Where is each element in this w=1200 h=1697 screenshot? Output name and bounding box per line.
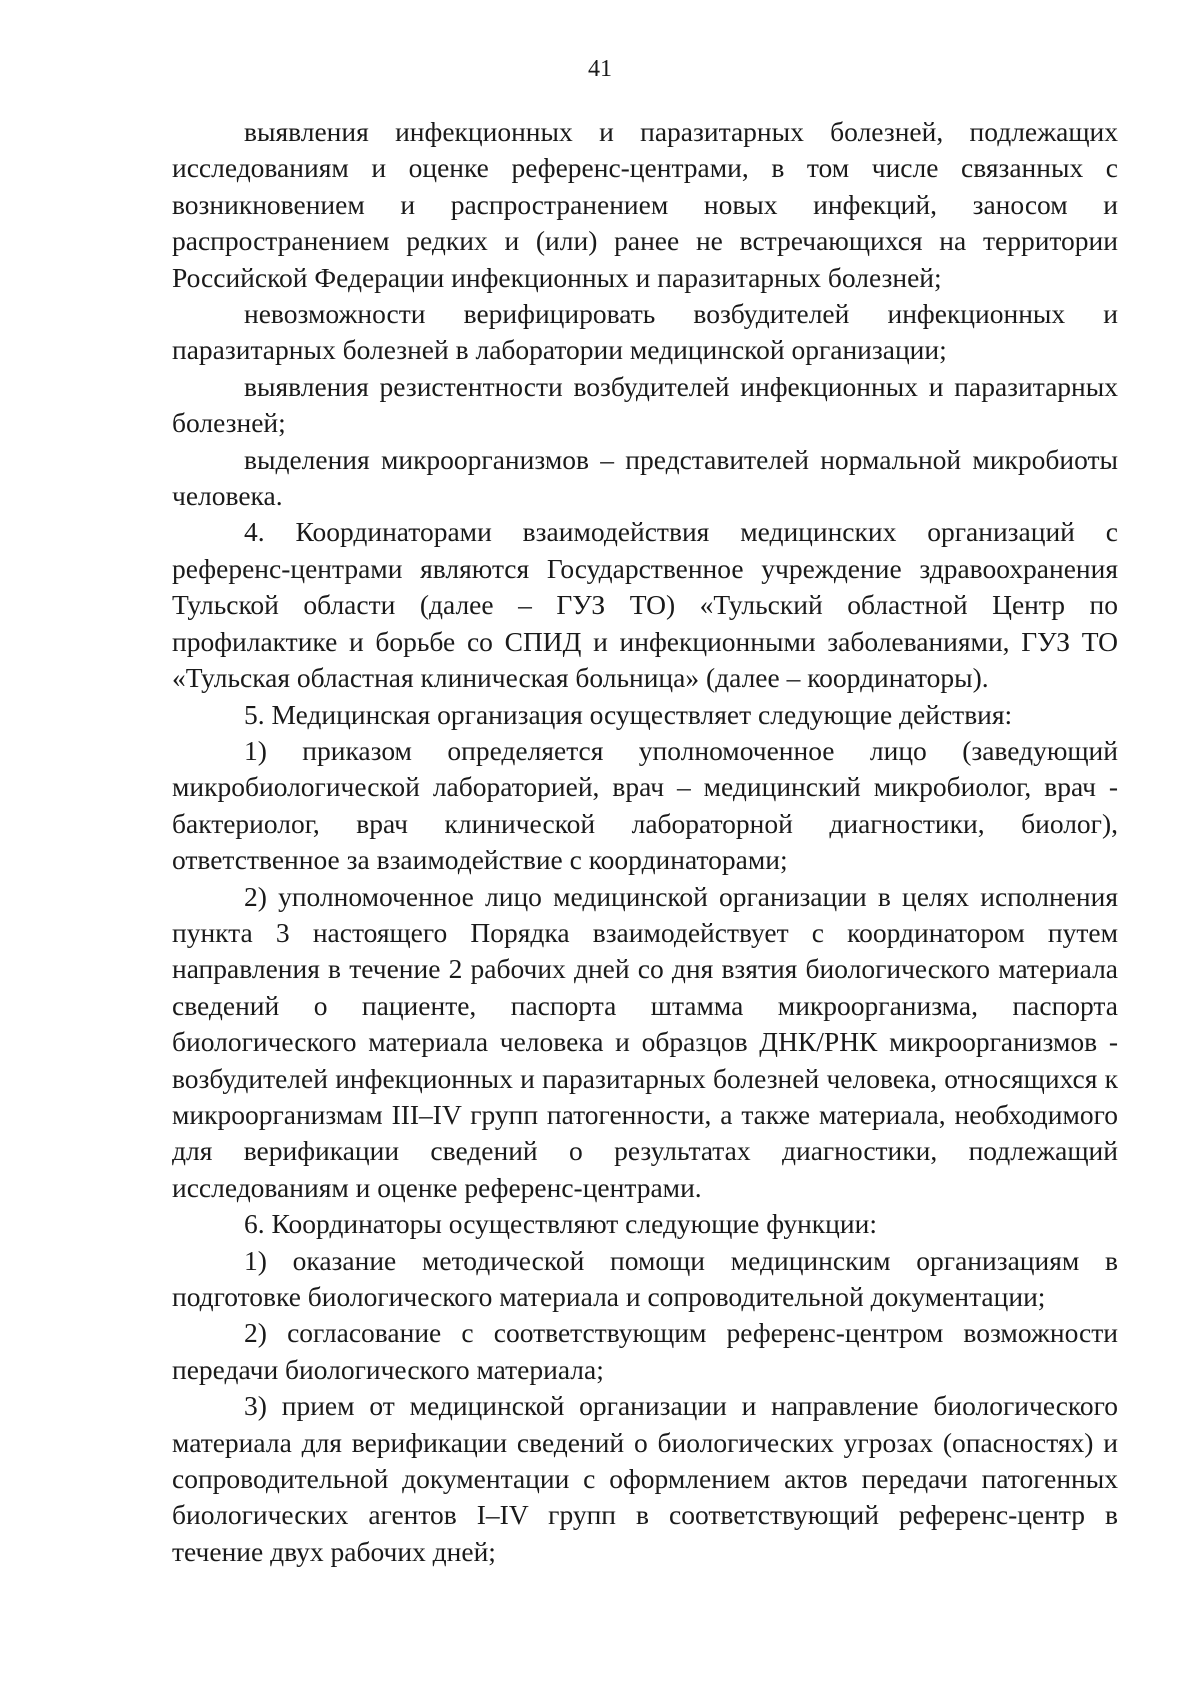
paragraph-item-5-1: 1) приказом определяется уполномоченное лицо (заведующий микробиологической лабораторией, врач – медицинский микробиолог, врач - бактериолог, врач клинической лабораторной диагностики, биолог), ответственное за взаимодействие с координаторами; [172, 734, 1118, 876]
paragraph-resistance: выявления резистентности возбудителей инфекционных и паразитарных болезней; [172, 370, 1118, 439]
paragraph-item-5-heading: 5. Медицинская организация осуществляет следующие действия: [244, 698, 1013, 730]
document-body [172, 114, 1118, 1570]
paragraph-microbiota: выделения микроорганизмов – представителей нормальной микробиоты человека. [172, 443, 1118, 512]
paragraph-item-6-1: 1) оказание методической помощи медицинским организациям в подготовке биологического материала и сопроводительной документации; [172, 1244, 1118, 1312]
paragraph-verification-impossible: невозможности верифицировать возбудителей инфекционных и паразитарных болезней в лаборатории медицинской организации; [172, 298, 1118, 366]
paragraph-item-6-heading: 6. Координаторы осуществляют следующие функции: [244, 1208, 877, 1240]
paragraph-item-5-2: 2) уполномоченное лицо медицинской организации в целях исполнения пункта 3 настоящего Порядка взаимодействует с координатором путем направления в течение 2 рабочих дней со дня взятия биологического материала сведений о пациенте, паспорта штамма микроорганизма, паспорта биологического материала человека и образцов ДНК/РНК микроорганизмов - возбудителей инфекционных и паразитарных болезней человека, относящихся к микроорганизмам III–IV групп патогенности, а также материала, необходимого для верификации сведений о результатах диагностики, подлежащий исследованиям и оценке референс-центрами. [172, 880, 1118, 1203]
paragraph-item-4-coordinators: 4. Координаторами взаимодействия медицинских организаций с референс-центрами являются Государственное учреждение здравоохранения Тульской области (далее – ГУЗ ТО) «Тульский областной Центр по профилактике и борьбе со СПИД и инфекционными заболеваниями, ГУЗ ТО «Тульская областная клиническая больница» (далее – координаторы). [172, 516, 1118, 694]
paragraph-item-6-3: 3) прием от медицинской организации и направление биологического материала для верификации сведений о биологических угрозах (опасностях) и сопроводительной документации с оформлением актов передачи патогенных биологических агентов I–IV групп в соответствующий референс-центр в течение двух рабочих дней; [172, 1390, 1118, 1567]
paragraph-detection-infections: выявления инфекционных и паразитарных болезней, подлежащих исследованиям и оценке референс-центрами, в том числе связанных с возникновением и распространением новых инфекций, заносом и распространением редких и (или) ранее не встречающихся на территории Российской Федерации инфекционных и паразитарных болезней; [172, 116, 1118, 293]
paragraph-item-6-2: 2) согласование с соответствующим референс-центром возможности передачи биологического материала; [172, 1317, 1118, 1385]
page-number: 41 [588, 56, 612, 82]
